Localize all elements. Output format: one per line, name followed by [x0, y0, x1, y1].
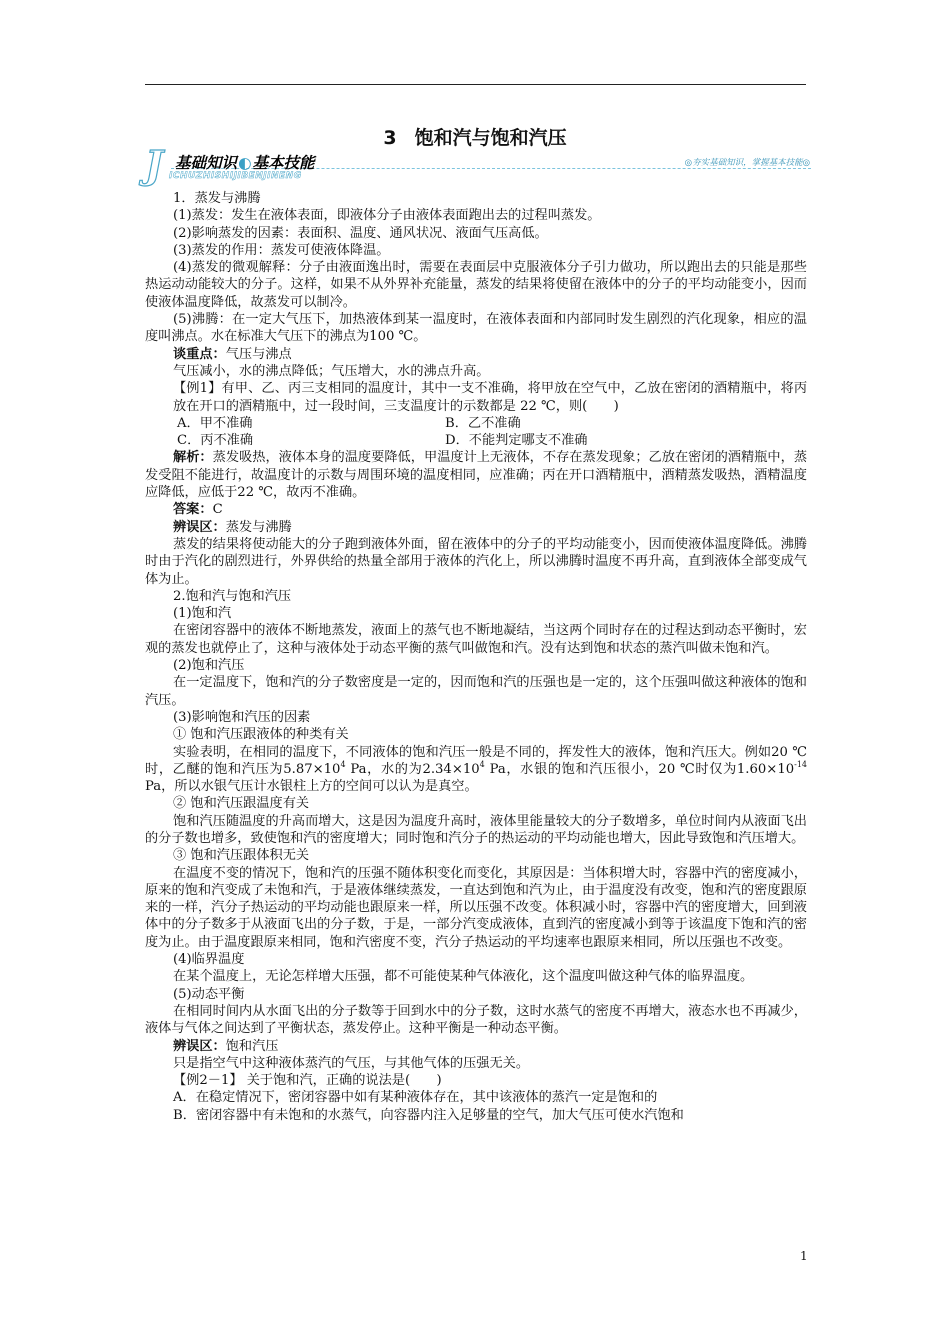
title-text: 饱和汽与饱和汽压 [414, 127, 567, 149]
banner-dot-icon: ◐ [238, 154, 252, 172]
option-c: C．丙不准确 [177, 433, 254, 449]
example-2-1-text: 关于饱和汽，正确的说法是( ) [246, 1073, 442, 1089]
s1-heading: 1．蒸发与沸腾 [173, 191, 261, 206]
misconception-1 [145, 519, 807, 536]
section-number: 3 [383, 127, 397, 149]
analysis [145, 449, 807, 501]
s1-p3: (3)蒸发的作用：蒸发可使液体降温。 [173, 242, 390, 258]
s2-h4: (4)临界温度 [173, 952, 245, 968]
s2-c1-text [145, 744, 807, 796]
example-1-options-row-1 [145, 415, 807, 432]
s2-h3: (3)影响饱和汽压的因素 [173, 709, 311, 725]
misconception-2 [145, 1038, 807, 1055]
option-b: B．乙不准确 [445, 415, 521, 431]
s2-c2-text: 饱和汽压随温度的升高而增大，这是因为温度升高时，液体里能量较大的分子数增多，单位时间内从液面飞出的分子数也增多，致使饱和汽的密度增大；同时饱和汽分子的热运动的平均动能也增大，因此导致饱和汽压增大。 [145, 813, 807, 846]
s1-p4: (4)蒸发的微观解释：分子由液面逸出时，需要在表面层中克服液体分子引力做功，所以跑出去的只能是那些热运动动能较大的分子。这样，如果不从外界补充能量，蒸发的结果将使留在液体中的分子的平均动能变小，因而使液体温度降低，故蒸发可以制冷。 [145, 260, 807, 310]
misconception-1-label: 辨误区： [173, 519, 226, 535]
answer-text: C [212, 502, 223, 518]
misconception-2-title: 饱和汽压 [225, 1038, 279, 1054]
s1-p5: (5)沸腾：在一定大气压下，加热液体到某一温度时，在液体表面和内部同时发生剧烈的汽化现象，相应的温度叫沸点。水在标准大气压下的沸点为100 ℃。 [145, 312, 807, 345]
example-1 [145, 380, 807, 415]
s2-p4: 在某个温度上，无论怎样增大压强，都不可能使某种气体液化，这个温度叫做这种气体的临界温度。 [173, 969, 754, 985]
misconception-1-text: 蒸发的结果将使动能大的分子跑到液体外面，留在液体中的分子的平均动能变小，因而使液体温度降低。沸腾时由于汽化的剧烈进行，外界供给的热量全部用于液体的汽化上，所以沸腾时温度不再升高，直到液体全部变成气体为止。 [145, 536, 807, 587]
banner-title-a: 基础知识 [175, 154, 238, 172]
talk-label: 谈重点： [173, 346, 226, 362]
banner-title-b: 基本技能 [252, 154, 315, 172]
option-d: D．不能判定哪支不准确 [445, 433, 588, 449]
example-2-1-label: 【例2－1】 [173, 1073, 243, 1089]
s2-p1: 在密闭容器中的液体不断地蒸发，液面上的蒸气也不断地凝结，当这两个同时存在的过程达到动态平衡时，宏观的蒸发也就停止了，这种与液体处于动态平衡的蒸气叫做饱和汽。没有达到饱和状态的蒸汽叫做未饱和汽。 [145, 623, 807, 656]
analysis-text: 蒸发吸热，液体本身的温度要降低，甲温度计上无液体，不存在蒸发现象；乙放在密闭的酒精瓶中，蒸发受阻不能进行，故温度计的示数与周围环境的温度相同，应准确；丙在开口酒精瓶中，酒精蒸发吸热，酒精温度应降低，应低于22 ℃，故丙不准确。 [145, 450, 808, 501]
talk-title: 气压与沸点 [225, 346, 292, 362]
example-2-1-option-b: B．密闭容器中有未饱和的水蒸气，向容器内注入足够量的空气，加大气压可使水汽饱和 [173, 1107, 684, 1123]
banner-pinyin: ICHUZHISHIJIBENJINENG [169, 171, 302, 181]
section-banner [145, 142, 810, 187]
s2-p2: 在一定温度下，饱和汽的分子数密度是一定的，因而饱和汽的压强也是一定的，这个压强叫做这种液体的饱和汽压。 [145, 675, 807, 708]
c1-text-a: 实验表明，在相同的温度下，不同液体的饱和汽压一般是不同的，挥发性大的液体，饱和汽压大。例如20 ℃时，乙醚的饱和汽压为5.87×10 [145, 744, 807, 777]
c1-exp-3: -14 [794, 759, 807, 769]
header-rule [145, 84, 806, 85]
c1-text-b: Pa，水的为2.34×10 [345, 761, 480, 777]
talk-text: 气压减小，水的沸点降低；气压增大，水的沸点升高。 [173, 363, 490, 379]
page-number: 1 [800, 1249, 808, 1263]
example-1-label: 【例1】 [173, 381, 222, 397]
c1-exp-2: 4 [479, 759, 485, 769]
banner-title [175, 151, 315, 173]
s2-c2: ② 饱和汽压跟温度有关 [173, 796, 310, 812]
c1-text-d: Pa，所以水银气压计水银柱上方的空间可以认为是真空。 [145, 779, 478, 795]
s2-heading: 2.饱和汽与饱和汽压 [173, 588, 292, 604]
analysis-label: 解析： [173, 450, 213, 466]
s2-p5: 在相同时间内从水面飞出的分子数等于回到水中的分子数，这时水蒸气的密度不再增大，液态水也不再减少，液体与气体之间达到了平衡状态，蒸发停止。这种平衡是一种动态平衡。 [145, 1003, 807, 1037]
banner-slogan: ◎夯实基础知识，掌握基本技能◎ [684, 158, 810, 168]
s2-h1: (1)饱和汽 [173, 606, 232, 622]
misconception-2-label: 辨误区： [173, 1038, 226, 1054]
option-a: A．甲不准确 [177, 415, 253, 431]
document-body [145, 190, 807, 1124]
example-2-1-option-a: A．在稳定情况下，密闭容器中如有某种液体存在，其中该液体的蒸汽一定是饱和的 [173, 1090, 658, 1106]
c1-exp-1: 4 [340, 759, 346, 769]
s2-c1: ① 饱和汽压跟液体的种类有关 [173, 727, 349, 743]
example-1-options-row-2 [145, 432, 807, 449]
example-1-text: 有甲、乙、丙三支相同的温度计，其中一支不准确，将甲放在空气中，乙放在密闭的酒精瓶中，将丙放在开口的酒精瓶中，过一段时间，三支温度计的示数都是 22 ℃，则( ) [173, 381, 808, 414]
talk-heading [145, 346, 807, 363]
s1-p1: (1)蒸发：发生在液体表面，即液体分子由液体表面跑出去的过程叫蒸发。 [173, 208, 601, 224]
s1-p2: (2)影响蒸发的因素：表面积、温度、通风状况、液面气压高低。 [173, 225, 548, 241]
example-2-1 [145, 1072, 807, 1089]
misconception-2-text: 只是指空气中这种液体蒸汽的气压，与其他气体的压强无关。 [173, 1055, 530, 1071]
banner-logo-letter: J [145, 142, 163, 187]
s2-h2: (2)饱和汽压 [173, 658, 245, 674]
misconception-1-title: 蒸发与沸腾 [225, 519, 292, 535]
s2-c3-text: 在温度不变的情况下，饱和汽的压强不随体积变化而变化，其原因是：当体积增大时，容器中汽的密度减小，原来的饱和汽变成了未饱和汽，于是液体继续蒸发，一直达到饱和汽为止，由于温度没有改变，饱和汽的密度跟原来的一样，汽分子热运动的平均动能也跟原来一样，所以压强不改变。体积减小时，容器中汽的密度增大，回到液体中的分子数多于从液面飞出的分子数，于是，一部分汽变成液体，直到汽的密度减小到等于该温度下饱和汽的密度为止。由于温度跟原来相同，饱和汽密度不变，汽分子热运动的平均速率也跟原来相同，所以压强也不改变。 [145, 865, 807, 950]
s2-c3: ③ 饱和汽压跟体积无关 [173, 848, 310, 864]
answer-label: 答案： [173, 502, 213, 518]
s2-h5: (5)动态平衡 [173, 986, 245, 1002]
answer [145, 501, 807, 518]
c1-text-c: Pa，水银的饱和汽压很小，20 ℃时仅为1.60×10 [484, 761, 795, 777]
